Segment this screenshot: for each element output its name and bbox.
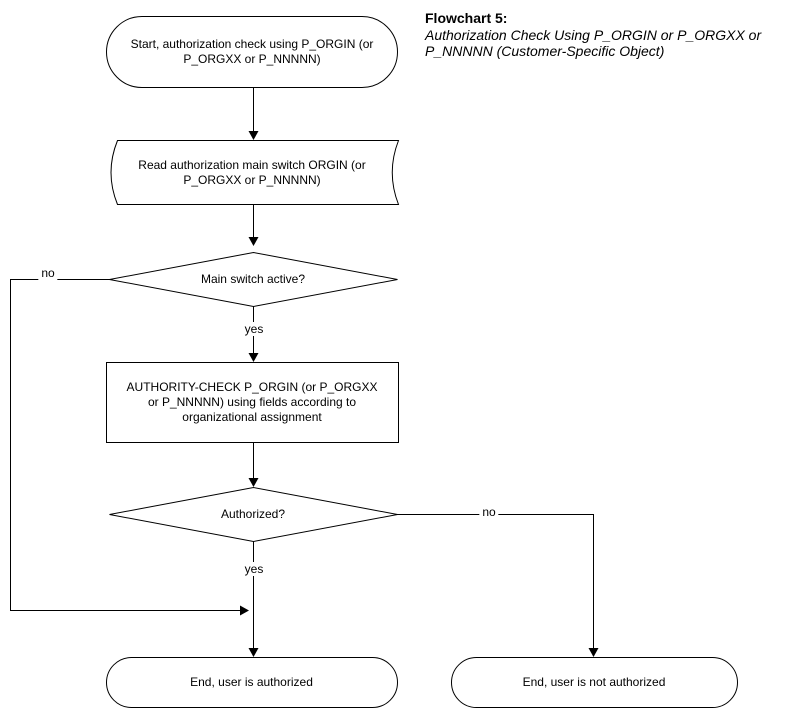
main-switch-decision-label (109, 252, 397, 306)
connector-authorized-no (398, 515, 594, 649)
edge-label-main-switch-no: no (38, 266, 57, 280)
edge-label-main-switch-yes: yes (242, 322, 267, 336)
edge-label-authorized-no: no (479, 505, 498, 519)
main-switch-question: Main switch active? (200, 271, 306, 286)
end-not-authorized-label (451, 657, 737, 708)
authorized-question: Authorized? (220, 506, 286, 521)
end-not-authorized-text: End, user is not authorized (522, 675, 666, 689)
authority-check-line1: AUTHORITY-CHECK P_ORGIN (or P_ORGXX (126, 379, 378, 394)
arrowhead-into-read (249, 131, 259, 140)
arrowhead-into-process (249, 353, 259, 362)
flowchart-subtitle-line1: Authorization Check Using P_ORGIN or P_ORGXX or (425, 27, 762, 43)
flowchart-title: Flowchart 5: (425, 10, 508, 26)
authority-check-label (106, 362, 398, 442)
arrowhead-into-decision1 (249, 237, 259, 246)
read-switch-line2: P_ORGXX or P_NNNNN) (183, 172, 321, 187)
read-switch-line1: Read authorization main switch ORGIN (or (138, 157, 366, 172)
authorized-decision-label (109, 487, 397, 541)
start-line2: P_ORGXX or P_NNNNN) (183, 52, 321, 66)
connector-main-switch-no (11, 280, 241, 611)
authority-check-line2: or P_NNNNN) using fields according to (147, 394, 357, 409)
start-terminator-label (106, 16, 398, 88)
end-authorized-label (106, 657, 397, 708)
arrowhead-into-end-not-authorized (589, 648, 599, 657)
flowchart-subtitle-line2: P_NNNNN (Customer-Specific Object) (425, 43, 665, 59)
arrowhead-merge-no-branch (240, 606, 249, 616)
title-block (425, 10, 785, 59)
edge-label-authorized-yes: yes (242, 562, 267, 576)
arrowhead-into-decision2 (249, 478, 259, 487)
end-authorized-text: End, user is authorized (190, 675, 313, 689)
read-switch-label (106, 140, 398, 205)
authority-check-line3: organizational assignment (182, 409, 322, 424)
start-line1: Start, authorization check using P_ORGIN (or (130, 37, 374, 51)
arrowhead-into-end-authorized (249, 648, 259, 657)
